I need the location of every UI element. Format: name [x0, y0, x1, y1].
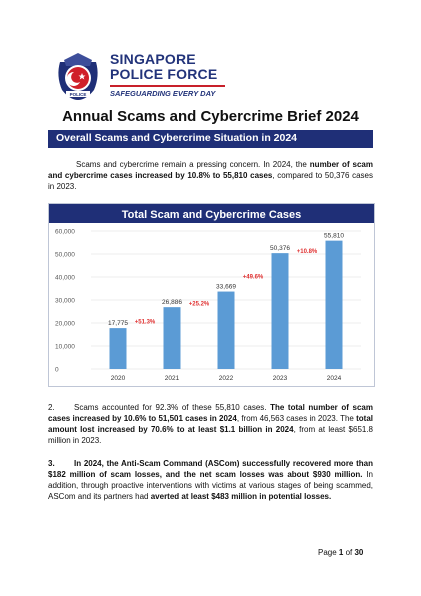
intro-text-2: , compared to 50,376 cases in 2023. [48, 171, 373, 191]
paragraph-3-bold-2: averted at least $483 million in potential losses. [150, 492, 332, 501]
paragraph-2-text-3: , from at least $651.8 million in 2023. [48, 425, 374, 445]
y-tick-label: 40,000 [55, 274, 75, 282]
y-tick-label: 50,000 [55, 251, 75, 259]
bar-value-label: 26,886 [162, 299, 182, 307]
paragraph-2-bold-2: total amount lost increased by 70.6% to at least $1.1 billion in 2024 [48, 414, 373, 434]
paragraph-3-bold-1: In 2024, the Anti-Scam Command (ASCom) successfully recovered more than $182 million of scam losses, and the net scam losses was about $930 million. [48, 459, 373, 479]
paragraph-3 [48, 458, 373, 502]
growth-label: +25.2% [188, 301, 210, 308]
bar-value-label: 55,810 [324, 232, 344, 240]
paragraph-2-text-2: , from 46,563 cases in 2023. The [236, 414, 357, 423]
paragraph-3-number: 3. [48, 459, 55, 468]
bar-value-label: 17,775 [108, 320, 128, 328]
intro-bold-1: number of scam and cybercrime cases increased by 10.8% to 55,810 cases [48, 160, 373, 180]
document-title: Annual Scams and Cybercrime Brief 2024 [62, 108, 359, 125]
growth-label: +10.8% [296, 248, 318, 255]
wordmark-divider [110, 85, 225, 87]
org-line-1: SINGAPORE [110, 51, 196, 67]
spf-crest-logo [52, 50, 104, 102]
growth-label: +51.3% [134, 319, 156, 326]
x-tick-label: 2024 [326, 375, 342, 382]
paragraph-2 [48, 402, 373, 446]
bar [164, 307, 181, 369]
section-heading: Overall Scams and Cybercrime Situation in 2024 [56, 132, 298, 144]
intro-text-1: Scams and cybercrime remain a pressing concern. In 2024, the [76, 160, 310, 169]
bar-value-label: 33,669 [216, 283, 236, 291]
bar-chart [49, 204, 374, 386]
org-wordmark [110, 52, 225, 98]
org-tagline: SAFEGUARDING EVERY DAY [110, 89, 216, 98]
bar [218, 292, 235, 369]
x-tick-label: 2023 [272, 375, 288, 382]
section-heading-bar [48, 130, 373, 148]
page-separator: of [343, 548, 355, 557]
growth-label: +49.6% [242, 274, 264, 281]
bar [326, 241, 343, 369]
y-tick-label: 30,000 [55, 297, 75, 305]
x-tick-label: 2022 [218, 375, 234, 382]
paragraph-2-number: 2. [48, 403, 55, 412]
paragraph-2-bold-1: The total number of scam cases increased by 10.6% to 51,501 cases in 2024 [48, 403, 373, 423]
bar [272, 253, 289, 369]
chart-title: Total Scam and Cybercrime Cases [121, 209, 302, 221]
page-footer [318, 548, 363, 557]
paragraph-2-text-1: Scams accounted for 92.3% of these 55,810 cases. [74, 403, 271, 412]
logo-ribbon-text: POLICE [69, 92, 87, 97]
page-current: 1 [338, 548, 344, 557]
x-tick-label: 2020 [110, 375, 126, 382]
bar-chart-panel [48, 203, 375, 387]
intro-paragraph [48, 159, 373, 192]
y-tick-label: 0 [55, 366, 59, 374]
y-tick-label: 10,000 [55, 343, 75, 351]
x-tick-label: 2021 [164, 375, 180, 382]
bar [110, 328, 127, 369]
bar-value-label: 50,376 [270, 245, 290, 253]
page-prefix: Page [318, 548, 339, 557]
page-total: 30 [354, 548, 364, 557]
y-tick-label: 60,000 [55, 228, 75, 236]
org-line-2: POLICE FORCE [110, 66, 218, 82]
paragraph-3-text-1: In addition, through proactive interventions with victims at various stages of being scammed, ASCom and its partners had [48, 470, 373, 501]
y-tick-label: 20,000 [55, 320, 75, 328]
